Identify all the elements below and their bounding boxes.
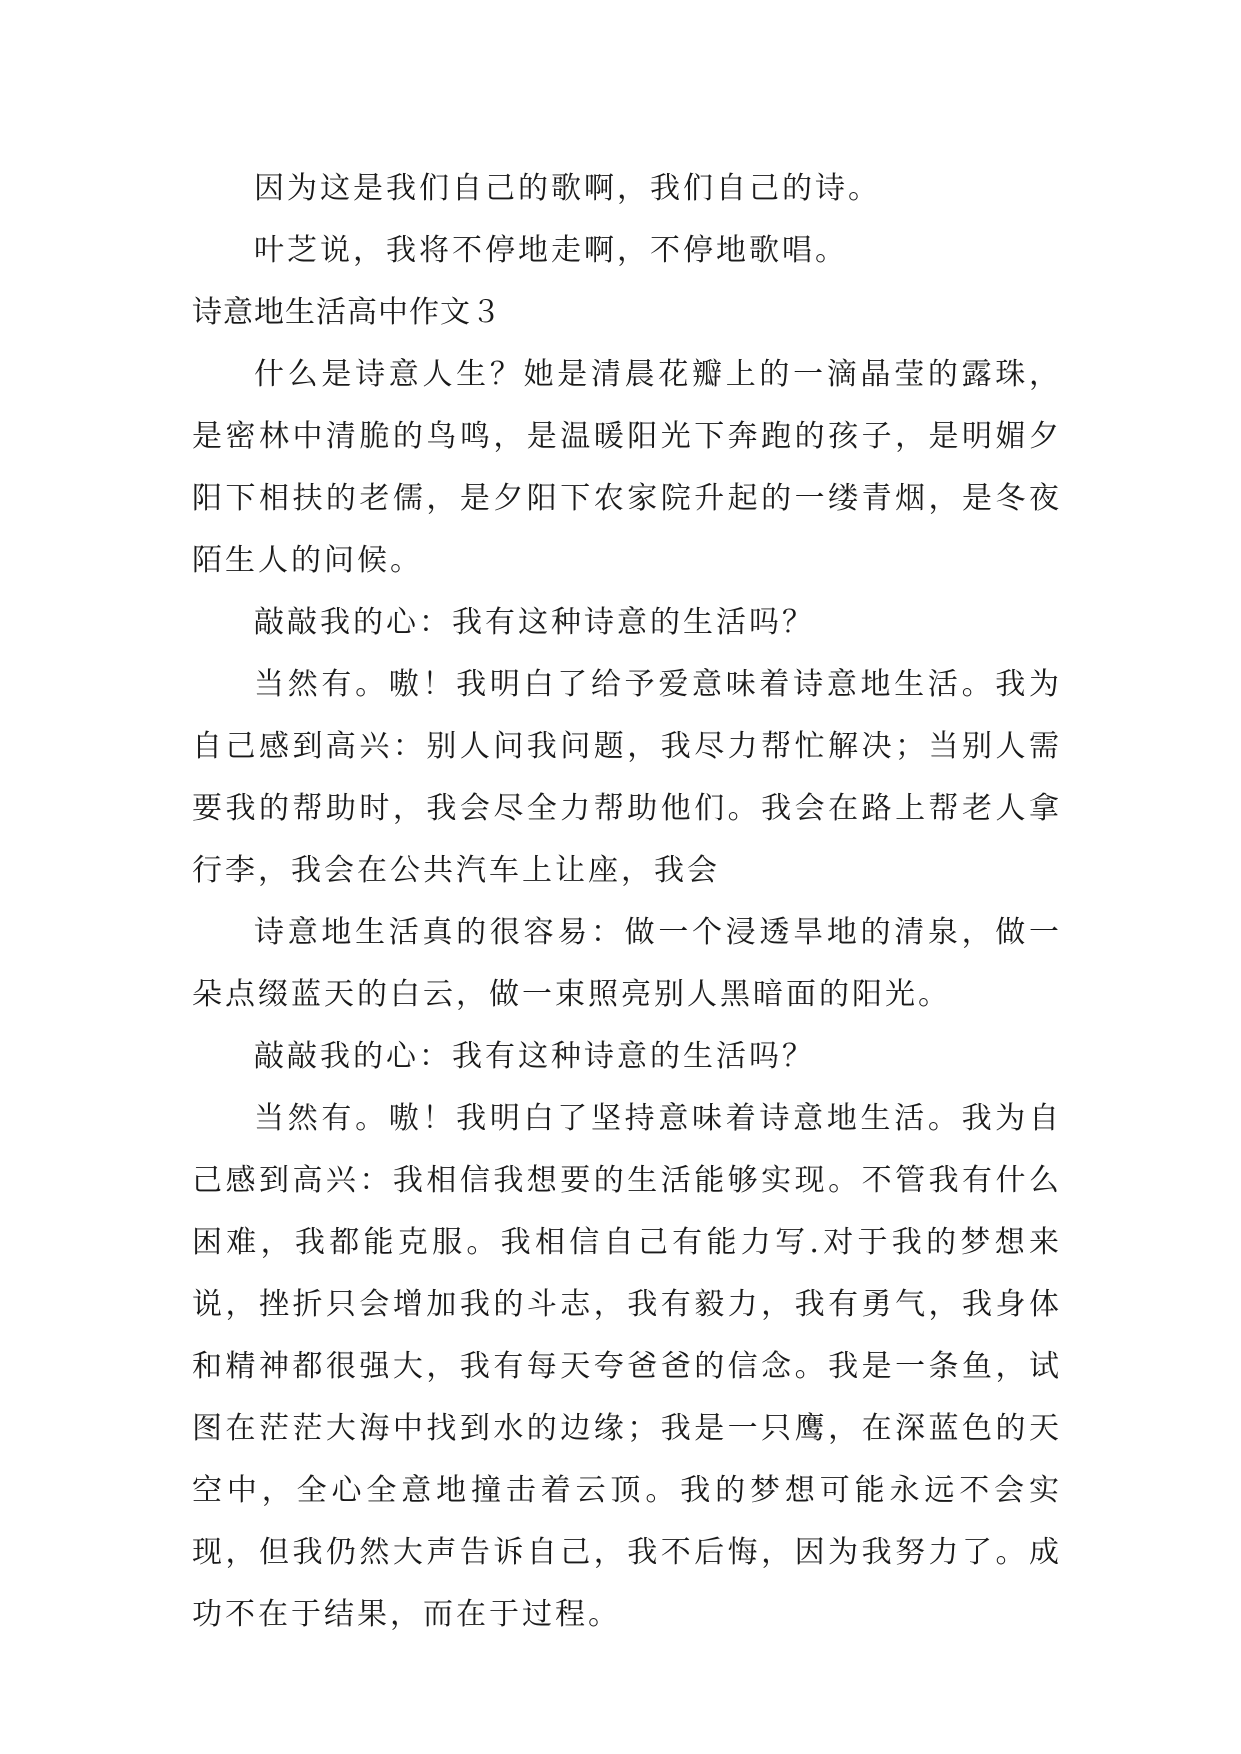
body-paragraph-6: 当然有。嗷！我明白了坚持意味着诗意地生活。我为自己感到高兴：我相信我想要的生活能够实现。不管我有什么困难，我都能克服。我相信自己有能力写.对于我的梦想来说，挫折只会增加我的斗志，我有毅力，我有勇气，我身体和精神都很强大，我有每天夸爸爸的信念。我是一条鱼，试图在茫茫大海中找到水的边缘；我是一只鹰，在深蓝色的天空中，全心全意地撞击着云顶。我的梦想可能永远不会实现，但我仍然大声告诉自己，我不后悔，因为我努力了。成功不在于结果，而在于过程。	[192, 1101, 1062, 1632]
document-page	[192, 158, 1062, 1646]
paragraph-2: 叶芝说，我将不停地走啊，不停地歌唱。	[254, 233, 848, 268]
body-paragraph-4: 诗意地生活真的很容易：做一个浸透旱地的清泉，做一朵点缀蓝天的白云，做一束照亮别人黑暗面的阳光。	[192, 915, 1062, 1012]
paragraph-1: 因为这是我们自己的歌啊，我们自己的诗。	[254, 171, 881, 206]
body-paragraph-5: 敲敲我的心：我有这种诗意的生活吗？	[254, 1039, 815, 1074]
body-paragraph-3: 当然有。嗷！我明白了给予爱意味着诗意地生活。我为自己感到高兴：别人问我问题，我尽力帮忙解决；当别人需要我的帮助时，我会尽全力帮助他们。我会在路上帮老人拿行李，我会在公共汽车上让座，我会	[192, 667, 1062, 888]
body-paragraph-1: 什么是诗意人生？她是清晨花瓣上的一滴晶莹的露珠，是密林中清脆的鸟鸣，是温暖阳光下奔跑的孩子，是明媚夕阳下相扶的老儒，是夕阳下农家院升起的一缕青烟，是冬夜陌生人的问候。	[192, 357, 1062, 578]
body-paragraph-2: 敲敲我的心：我有这种诗意的生活吗？	[254, 605, 815, 640]
section-heading: 诗意地生活高中作文３	[192, 295, 502, 330]
